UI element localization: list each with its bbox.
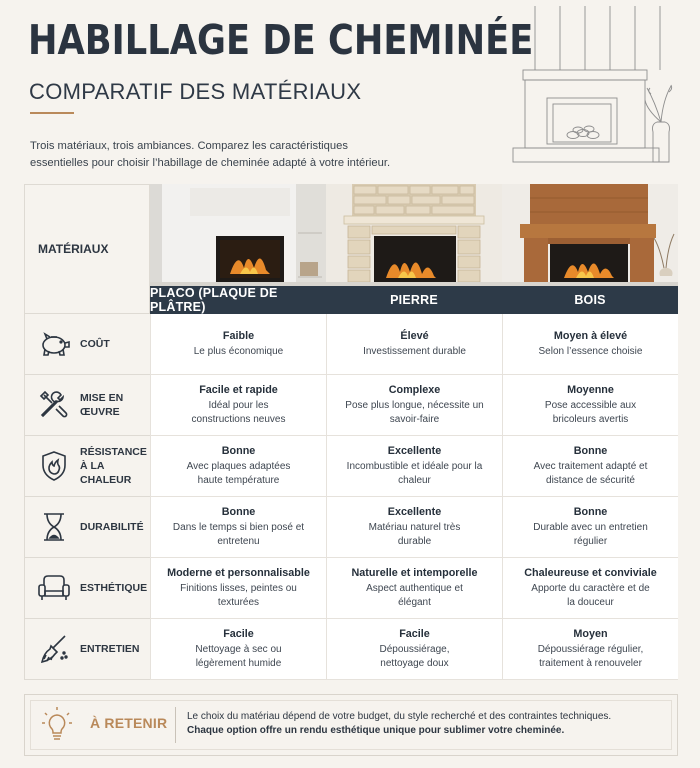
lightbulb-icon (40, 705, 74, 745)
row-label-mise-en-oeuvre (24, 375, 150, 436)
broom-icon (37, 632, 71, 666)
column-name-placo: PLACO (PLAQUE DE PLÂTRE) (150, 286, 326, 314)
row-name-durabilite: DURABILITÉ (80, 521, 144, 533)
takeaway-text (187, 710, 657, 738)
cell-sub: Dans le temps si bien posé et entretenu (172, 522, 305, 547)
table-cell (326, 619, 502, 680)
wood-fireplace-image (502, 184, 678, 286)
table-cell (150, 314, 326, 375)
cell-sub: Incombustible et idéale pour la chaleur (346, 461, 483, 486)
table-row-mise-en-oeuvre (24, 375, 678, 436)
cell-main: Faible (222, 329, 255, 342)
cell-main: Excellente (387, 506, 442, 518)
placo-fireplace-image (150, 184, 326, 286)
cell-sub: Avec plaques adaptées haute température (186, 461, 291, 486)
column-header-placo (150, 184, 326, 314)
cell-sub: Finitions lisses, peintes ou texturées (180, 583, 297, 608)
cell-main: Bonne (573, 445, 608, 457)
cell-main: Facile (223, 628, 254, 640)
takeaway-line-1: Le choix du matériau dépend de votre budget, du style recherché et des contraintes techniques. (187, 711, 612, 722)
table-row-esthetique (24, 558, 678, 619)
table-row-cout (24, 314, 678, 375)
table-cell (326, 436, 502, 497)
cell-main: Élevé (400, 329, 429, 342)
cell-main: Complexe (388, 384, 441, 396)
row-label-entretien (24, 619, 150, 680)
row-label-cout (24, 314, 150, 375)
armchair-icon (37, 571, 71, 605)
fireplace-sketch-illustration (505, 4, 695, 174)
stone-fireplace-image (326, 184, 502, 286)
cell-main: Bonne (221, 445, 256, 457)
row-name-mise-en-oeuvre: MISE EN ŒUVRE (80, 392, 124, 418)
cell-sub: Dépoussiérage, nettoyage doux (379, 644, 450, 669)
table-cell (326, 375, 502, 436)
table-cell (502, 619, 678, 680)
materials-header-label: MATÉRIAUX (24, 184, 150, 314)
column-name-pierre: PIERRE (326, 286, 502, 314)
cell-sub: Apporte du caractère et de la douceur (531, 583, 650, 608)
page-subtitle: COMPARATIF DES MATÉRIAUX (29, 79, 362, 104)
cell-sub: Investissement durable (363, 345, 466, 357)
cell-main: Excellente (387, 445, 442, 457)
column-header-bois (502, 184, 678, 314)
table-cell (502, 314, 678, 375)
cell-sub: Durable avec un entretien régulier (533, 522, 648, 547)
row-label-resistance (24, 436, 150, 497)
cell-sub: Dépoussiérage régulier, traitement à renouveler (537, 644, 644, 669)
takeaway-title: À RETENIR (90, 715, 168, 731)
accent-rule (30, 112, 74, 114)
table-row-resistance (24, 436, 678, 497)
cell-main: Bonne (221, 506, 256, 518)
flame-shield-icon (37, 449, 71, 483)
table-cell (326, 314, 502, 375)
cell-sub: Aspect authentique et élégant (366, 583, 463, 608)
cell-main: Bonne (573, 506, 608, 518)
piggy-bank-icon (37, 327, 71, 361)
intro-text: Trois matériaux, trois ambiances. Comparez les caractéristiques essentielles pour choisir l’habillage de cheminée adapté à votre intérieur. (30, 140, 391, 169)
table-cell (502, 558, 678, 619)
table-cell (150, 558, 326, 619)
cell-main: Facile et rapide (199, 384, 278, 396)
row-name-esthetique: ESTHÉTIQUE (80, 582, 148, 594)
cell-main: Facile (399, 628, 430, 640)
table-cell (150, 497, 326, 558)
cell-sub: Idéal pour les constructions neuves (191, 400, 286, 425)
row-name-resistance: RÉSISTANCE À LA CHALEUR (80, 446, 147, 486)
table-cell (326, 497, 502, 558)
cell-sub: Matériau naturel très durable (368, 522, 461, 547)
table-cell (150, 619, 326, 680)
cell-sub: Pose accessible aux bricoleurs avertis (544, 400, 637, 425)
table-row-entretien (24, 619, 678, 680)
takeaway-divider (175, 707, 176, 743)
row-name-cout: COÛT (80, 338, 110, 350)
row-name-entretien: ENTRETIEN (80, 643, 140, 655)
cell-main: Moyen (573, 628, 608, 640)
cell-main: Moderne et personnalisable (167, 567, 310, 579)
table-cell (502, 497, 678, 558)
column-name-bois: BOIS (502, 286, 678, 314)
table-cell (502, 375, 678, 436)
cell-main: Moyenne (567, 384, 614, 396)
page-title: HABILLAGE DE CHEMINÉE (28, 16, 534, 64)
row-label-durabilite (24, 497, 150, 558)
table-cell (150, 436, 326, 497)
column-header-pierre (326, 184, 502, 314)
comparison-table (24, 184, 678, 680)
cell-sub: Le plus économique (193, 345, 284, 357)
tools-icon (37, 388, 71, 422)
cell-main: Naturelle et intemporelle (351, 567, 478, 579)
table-cell (502, 436, 678, 497)
cell-sub: Selon l’essence choisie (538, 345, 643, 357)
table-cell (150, 375, 326, 436)
takeaway-line-2: Chaque option offre un rendu esthétique unique pour sublimer votre cheminée. (187, 725, 565, 736)
cell-main: Chaleureuse et conviviale (524, 567, 657, 579)
key-takeaway-box (24, 694, 678, 756)
table-cell (326, 558, 502, 619)
row-label-esthetique (24, 558, 150, 619)
cell-sub: Avec traitement adapté et distance de sécurité (533, 461, 648, 486)
cell-sub: Nettoyage à sec ou légèrement humide (195, 644, 282, 669)
hourglass-icon (37, 510, 71, 544)
table-row-durabilite (24, 497, 678, 558)
cell-main: Moyen à élevé (553, 329, 628, 342)
cell-sub: Pose plus longue, nécessite un savoir-faire (345, 400, 484, 425)
